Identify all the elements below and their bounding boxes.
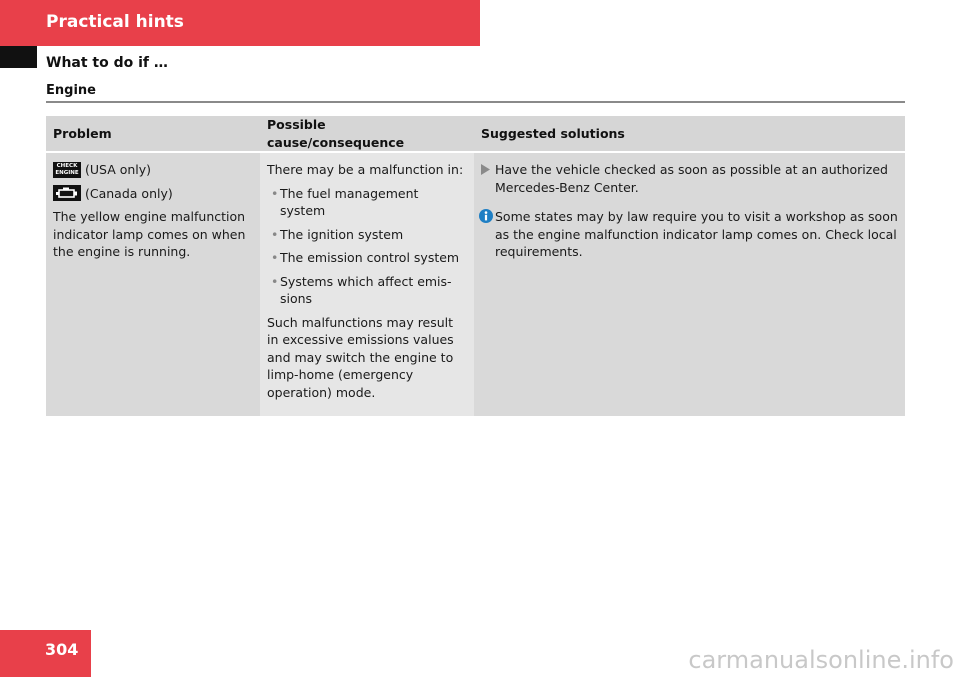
watermark: carmanualsonline.info: [688, 646, 954, 674]
section-banner: Practical hints: [0, 0, 480, 46]
solution-action-text: Have the vehicle checked as soon as possible at an authorized Mercedes-Benz Center.: [495, 162, 888, 195]
canada-lamp-line: [53, 185, 253, 203]
usa-only-label: (USA only): [85, 162, 152, 177]
list-item: • The emission control system: [267, 249, 467, 267]
cause-cell: [260, 152, 474, 416]
list-item: • Systems which affect emis-sions: [267, 273, 467, 308]
list-item: • The ignition system: [267, 226, 467, 244]
column-header-cause: Possible cause/consequence: [260, 116, 474, 152]
canada-only-label: (Canada only): [85, 185, 173, 201]
info-icon: [479, 209, 493, 223]
action-arrow-icon: [481, 164, 490, 175]
problem-description: The yellow engine malfunction indicator lamp comes on when the engine is running.: [53, 209, 246, 259]
troubleshooting-table: [46, 116, 905, 416]
column-header-solutions: Suggested solutions: [474, 116, 905, 152]
check-icon-text-1: CHECK: [56, 162, 78, 169]
check-engine-icon: [53, 162, 81, 178]
solution-cell: [474, 152, 905, 416]
table-header-row: [46, 116, 905, 152]
problem-cell: [46, 152, 260, 416]
page-subtitle: What to do if …: [46, 55, 168, 71]
black-tab-marker: [0, 46, 37, 68]
page-number: 304: [0, 630, 91, 677]
table-row: [46, 152, 905, 416]
solution-action: [481, 161, 898, 196]
check-icon-text-2: ENGINE: [55, 169, 79, 176]
cause-consequence: Such malfunctions may result in excessive emissions values and may switch the engine to limp-home (emergency operation) mode.: [267, 314, 454, 400]
divider-rule: [46, 101, 905, 103]
cause-intro: There may be a malfunction in:: [267, 162, 464, 177]
section-label-engine: Engine: [46, 83, 96, 98]
list-item: • The fuel management system: [267, 185, 467, 220]
solution-note: [481, 208, 898, 261]
engine-symbol-icon: [53, 185, 81, 201]
column-header-problem: Problem: [46, 116, 260, 152]
solution-note-text: Some states may by law require you to visit a workshop as soon as the engine malfunction indicator lamp comes on. Check local requirements.: [495, 209, 898, 259]
usa-lamp-line: [53, 161, 253, 179]
